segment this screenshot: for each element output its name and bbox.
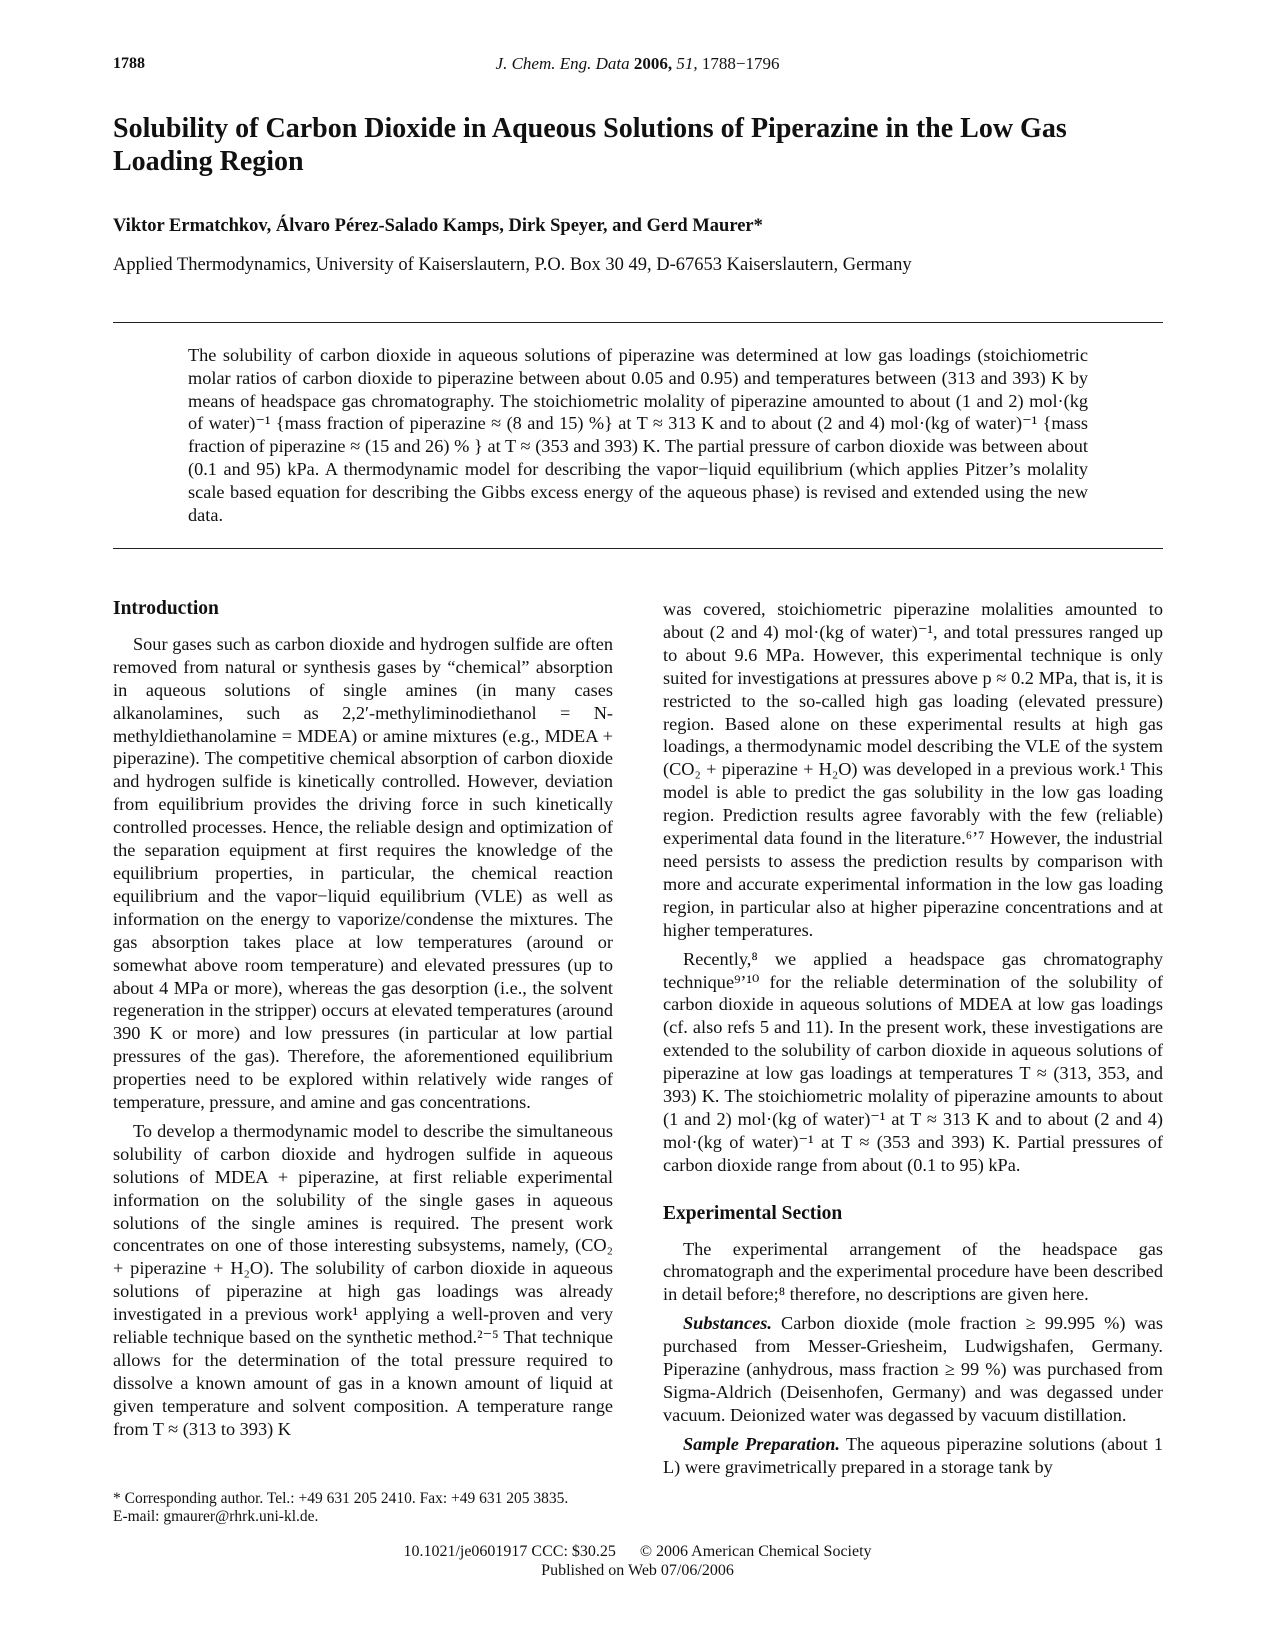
published-date: Published on Web 07/06/2006: [541, 1562, 734, 1579]
left-column: [113, 598, 613, 1441]
paragraph: Recently,⁸ we applied a headspace gas chromatography technique⁹ʼ¹⁰ for the reliable determination of the solubility of carbon dioxide in aqueous solutions of MDEA at low gas loadings (cf. also refs 5 and 11). In the present work, these investigations are extended to the solubility of carbon dioxide in aqueous solutions of piperazine at low gas loadings at temperatures T ≈ (313, 353, and 393) K. The stoichiometric molality of piperazine amounts to about (1 and 2) mol·(kg of water)⁻¹ at T ≈ 313 K and to about (2 and 4) mol·(kg of water)⁻¹ at T ≈ (353 and 393) K. Partial pressures of carbon dioxide range from about (0.1 to 95) kPa.: [663, 948, 1163, 1175]
copyright: © 2006 American Chemical Society: [639, 1543, 872, 1560]
section-heading-introduction: Introduction: [113, 598, 219, 619]
doi: 10.1021/je0601917 CCC: $30.25: [403, 1543, 616, 1560]
paragraph-text: The aqueous piperazine solutions (about 1 L) were gravimetrically prepared in a storage tank by: [663, 1433, 1163, 1477]
abstract-top-rule: [113, 322, 1163, 323]
article-title: Solubility of Carbon Dioxide in Aqueous Solutions of Piperazine in the Low Gas Loading Region: [113, 113, 1067, 177]
author-list: Viktor Ermatchkov, Álvaro Pérez-Salado Kamps, Dirk Speyer, and Gerd Maurer*: [113, 216, 763, 236]
page-footer: [0, 1542, 1275, 1580]
paragraph: Sour gases such as carbon dioxide and hydrogen sulfide are often removed from natural or synthesis gases by “chemical” absorption in aqueous solutions of single amines (in many cases alkanolamines, such as 2,2′-methyliminodiethanol = N-methyldiethanolamine = MDEA) or amine mixtures (e.g., MDEA + piperazine). The competitive chemical absorption of carbon dioxide and hydrogen sulfide is kinetically controlled. However, deviation from equilibrium provides the driving force in such kinetically controlled processes. Hence, the reliable design and optimization of the separation equipment at first requires the knowledge of the equilibrium properties, in particular, the chemical reaction equilibrium and the vapor−liquid equilibrium (VLE) as well as information on the energy to vaporize/condense the mixtures. The gas absorption takes place at low temperatures (around or somewhat above room temperature) and elevated pressures (up to about 4 MPa or more), whereas the gas desorption (i.e., the solvent regeneration in the stripper) occurs at elevated temperatures (around 390 K or more) and low pressures (in particular at low partial pressures of the gas). Therefore, the aforementioned equilibrium properties need to be explored within relatively wide ranges of temperature, pressure, and amine and gas concentrations.: [113, 633, 613, 1113]
footnote-email: E-mail: gmaurer@rhrk.uni-kl.de.: [113, 1508, 319, 1525]
paragraph-sample-preparation: [663, 1433, 1163, 1479]
journal-name: J. Chem. Eng. Data: [495, 54, 630, 73]
paragraph-substances: [663, 1312, 1163, 1427]
affiliation: Applied Thermodynamics, University of Kaiserslautern, P.O. Box 30 49, D-67653 Kaiserslautern, Germany: [113, 255, 912, 275]
section-heading-experimental: Experimental Section: [663, 1202, 843, 1224]
corresponding-author-footnote: [113, 1490, 623, 1526]
journal-citation: [0, 54, 1275, 74]
footnote-line: * Corresponding author. Tel.: +49 631 205 2410. Fax: +49 631 205 3835.: [113, 1490, 569, 1507]
abstract-bottom-rule: [113, 548, 1163, 549]
right-column: [663, 598, 1163, 1479]
paragraph-text: Carbon dioxide (mole fraction ≥ 99.995 %) was purchased from Messer-Griesheim, Ludwigshafen, Germany. Piperazine (anhydrous, mass fraction ≥ 99 %) was purchased from Sigma-Aldrich (Deisenhofen, Germany) and was degassed under vacuum. Deionized water was degassed by vacuum distillation.: [663, 1313, 1163, 1425]
page-number: 1788: [113, 55, 145, 72]
journal-pages: 1788−1796: [701, 54, 780, 73]
paragraph: The experimental arrangement of the headspace gas chromatograph and the experimental procedure have been described in detail before;⁸ therefore, no descriptions are given here.: [663, 1238, 1163, 1305]
journal-volume: 51,: [676, 54, 698, 73]
paragraph: was covered, stoichiometric piperazine molalities amounted to about (2 and 4) mol·(kg of water)⁻¹, and total pressures ranged up to about 9.6 MPa. However, this experimental technique is only suited for investigations at pressures above p ≈ 0.2 MPa, that is, it is restricted to the so-called high gas loading (elevated pressure) region. Based alone on these experimental results at high gas loadings, a thermodynamic model describing the VLE of the system (CO₂ + piperazine + H₂O) was developed in a previous work.¹ This model is able to predict the gas solubility in the low gas loading region. Prediction results agree favorably with the few (reliable) experimental data found in the literature.⁶ʼ⁷ However, the industrial need persists to assess the prediction results by comparison with more and accurate experimental information in the low gas loading region, in particular also at higher piperazine concentrations and at higher temperatures.: [663, 599, 1163, 940]
abstract: The solubility of carbon dioxide in aqueous solutions of piperazine was determined at low gas loadings (stoichiometric molar ratios of carbon dioxide to piperazine between about 0.05 and 0.95) and temperatures between (313 and 393) K by means of headspace gas chromatography. The stoichiometric molality of piperazine amounted to about (1 and 2) mol·(kg of water)⁻¹ {mass fraction of piperazine ≈ (8 and 15) %} at T ≈ 313 K and to about (2 and 4) mol·(kg of water)⁻¹ {mass fraction of piperazine ≈ (15 and 26) % } at T ≈ (353 and 393) K. The partial pressure of carbon dioxide was between about (0.1 and 95) kPa. A thermodynamic model for describing the vapor−liquid equilibrium (which applies Pitzer’s molality scale based equation for describing the Gibbs excess energy of the aqueous phase) is revised and extended using the new data.: [188, 345, 1088, 525]
runin-heading: Substances.: [683, 1313, 772, 1334]
runin-heading: Sample Preparation.: [683, 1433, 840, 1454]
journal-year: 2006,: [633, 54, 673, 73]
paragraph: To develop a thermodynamic model to describe the simultaneous solubility of carbon dioxide and hydrogen sulfide in aqueous solutions of MDEA + piperazine, at first reliable experimental information on the solubility of the single gases in aqueous solutions of the single amines is required. The present work concentrates on one of those interesting subsystems, namely, (CO₂ + piperazine + H₂O). The solubility of carbon dioxide in aqueous solutions of piperazine at high gas loadings was already investigated in a previous work¹ applying a well-proven and very reliable technique based on the synthetic method.²⁻⁵ That technique allows for the determination of the total pressure required to dissolve a known amount of gas in a known amount of liquid at given temperature and solvent composition. A temperature range from T ≈ (313 to 393) K: [113, 1120, 613, 1439]
